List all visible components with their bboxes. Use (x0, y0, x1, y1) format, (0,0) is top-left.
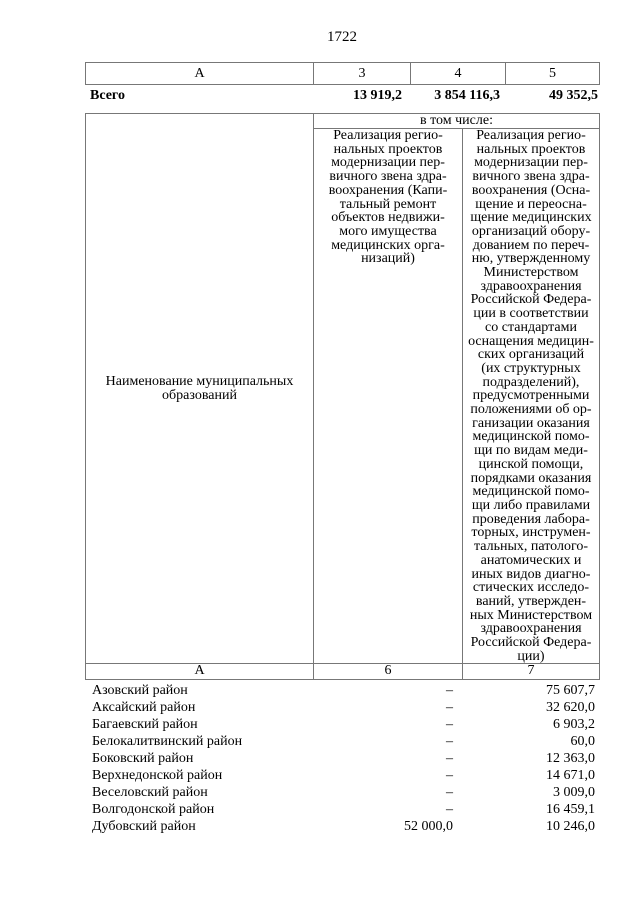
col-a-index: А (86, 63, 314, 85)
total-label: Всего (90, 88, 125, 103)
col7-value: 10 246,0 (546, 819, 595, 835)
municipality-name: Волгодонской район (92, 802, 215, 818)
total-col4: 3 854 116,3 (434, 88, 500, 103)
col6-value: – (446, 802, 453, 818)
table-row (92, 801, 595, 818)
index-6: 6 (314, 664, 463, 680)
municipality-name: Багаевский район (92, 717, 198, 733)
total-col3: 13 919,2 (353, 88, 402, 103)
col7-value: 60,0 (570, 734, 595, 750)
index-a: А (86, 664, 314, 680)
municipality-name: Боковский район (92, 751, 194, 767)
col6-value: – (446, 734, 453, 750)
col6-value: – (446, 717, 453, 733)
table-row (92, 733, 595, 750)
col6-value: – (446, 785, 453, 801)
table-row (92, 682, 595, 699)
data-rows (92, 682, 595, 835)
col7-value: 6 903,2 (553, 717, 595, 733)
col7-value: 12 363,0 (546, 751, 595, 767)
header-table (85, 113, 600, 680)
main-table-block (85, 113, 600, 835)
municipality-name: Дубовский район (92, 819, 196, 835)
municipality-name: Веселовский район (92, 785, 208, 801)
index-7: 7 (463, 664, 600, 680)
col6-value: – (446, 751, 453, 767)
table-row (92, 767, 595, 784)
col6-value: – (446, 683, 453, 699)
col7-value: 3 009,0 (553, 785, 595, 801)
col6-value: – (446, 700, 453, 716)
col7-value: 16 459,1 (546, 802, 595, 818)
col-4-index: 4 (411, 63, 506, 85)
col-3-index: 3 (314, 63, 411, 85)
municipality-name: Аксайский район (92, 700, 196, 716)
municipality-name: Азовский район (92, 683, 188, 699)
col6-value: – (446, 768, 453, 784)
col7-value: 32 620,0 (546, 700, 595, 716)
name-header: Наименование муниципальных образований (86, 114, 314, 664)
col7-value: 75 607,7 (546, 683, 595, 699)
table-row (92, 716, 595, 733)
col6-header: Реализация регио- нальных проектов модернизации пер- вичного звена здра- воохранения (Капи- тальный ремонт объектов недвижи- мого имущества медицинских орга- низаций) (314, 129, 463, 664)
column-index-table (85, 62, 600, 85)
table-row (92, 750, 595, 767)
col-5-index: 5 (506, 63, 600, 85)
col7-header: Реализация регио- нальных проектов модернизации пер- вичного звена здра- воохранения (Осна- щение и переосна- щение медицинских организаций обору- дованием по переч- ню, утвержденному Министерством здравоохранения Российской Федера- ции в соответствии со стандартами оснащения медицин- ских организаций (их структурных подразделений), предусмотренными положениями об ор- ганизации оказания медицинской помо- щи по видам меди- цинской помощи, порядками оказания медицинской помо- щи либо правилами проведения лабора- торных, инструмен- тальных, патолого- анатомических и иных видов диагно- стических исследо- ваний, утвержден- ных Министерством здравоохранения Российской Федера- ции) (463, 129, 600, 664)
municipality-name: Верхнедонской район (92, 768, 223, 784)
page-number: 1722 (327, 29, 357, 45)
total-col5: 49 352,5 (549, 88, 598, 103)
municipality-name: Белокалитвинский район (92, 734, 243, 750)
col6-value: 52 000,0 (404, 819, 453, 835)
including-header: в том числе: (314, 114, 600, 129)
table-row (92, 818, 595, 835)
col7-value: 14 671,0 (546, 768, 595, 784)
table-row (92, 699, 595, 716)
table-row (92, 784, 595, 801)
